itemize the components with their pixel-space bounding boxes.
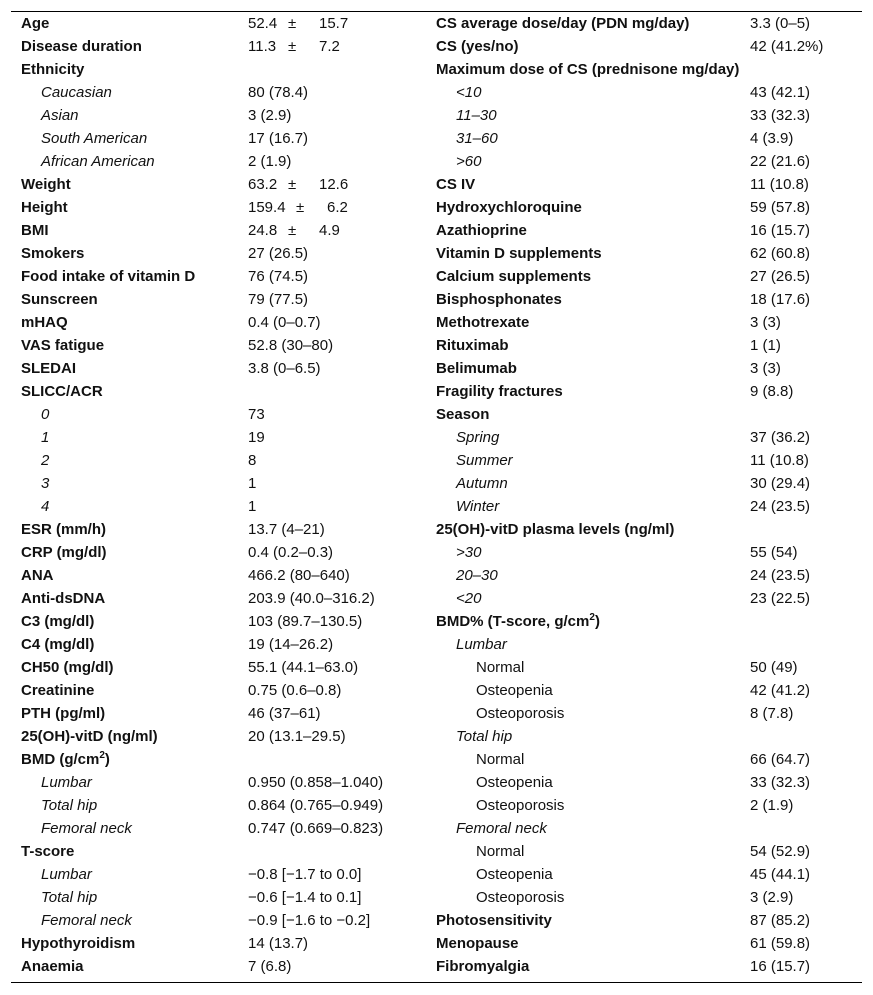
row-label: 3 <box>41 475 50 492</box>
row-value: 11 (10.8) <box>750 452 809 469</box>
row-label: Autumn <box>456 475 508 492</box>
row-label: Season <box>436 406 490 423</box>
table-row <box>11 955 862 978</box>
row-label: Femoral neck <box>41 820 132 837</box>
row-value: 54 (52.9) <box>750 843 811 860</box>
row-value: 33 (32.3) <box>750 774 811 791</box>
row-label: Fragility fractures <box>436 383 563 400</box>
table-row <box>11 817 862 840</box>
row-value: 73 <box>248 406 265 423</box>
plus-minus-sign: ± <box>288 38 297 55</box>
row-sd: 4.9 <box>319 222 340 239</box>
table-row <box>11 932 862 955</box>
row-label: Azathioprine <box>436 222 527 239</box>
row-value: 103 (89.7–130.5) <box>248 613 363 630</box>
table-row <box>11 173 862 196</box>
row-value: 59 (57.8) <box>750 199 811 216</box>
row-value: 42 (41.2%) <box>750 38 824 55</box>
table-row <box>11 403 862 426</box>
row-value: 19 (14–26.2) <box>248 636 334 653</box>
row-value: 8 <box>248 452 257 469</box>
row-label: Ethnicity <box>21 61 85 78</box>
row-value: 87 (85.2) <box>750 912 811 929</box>
row-label: Menopause <box>436 935 519 952</box>
row-label: Methotrexate <box>436 314 530 331</box>
row-value: 13.7 (4–21) <box>248 521 325 538</box>
row-value: 3.8 (0–6.5) <box>248 360 321 377</box>
table-row <box>11 495 862 518</box>
row-label: BMD $(g/cm^2)$ <box>21 750 110 768</box>
row-label: Osteoporosis <box>476 889 565 906</box>
row-value: 22 (21.6) <box>750 153 811 170</box>
row-label: Total hip <box>456 728 513 745</box>
table-row <box>11 863 862 886</box>
row-label: Hypothyroidism <box>21 935 136 952</box>
row-label: Osteopenia <box>476 682 553 699</box>
row-label: SLEDAI <box>21 360 77 377</box>
row-label: 4 <box>41 498 50 515</box>
row-label: South American <box>41 130 148 147</box>
row-sd: 6.2 <box>327 199 348 216</box>
plus-minus-sign: ± <box>288 15 297 32</box>
row-label: 1 <box>41 429 50 446</box>
row-value: 27 (26.5) <box>750 268 811 285</box>
row-value: 1 (1) <box>750 337 781 354</box>
row-label: C3 (mg/dl) <box>21 613 95 630</box>
row-label: 25(OH)-vitD (ng/ml) <box>21 728 158 745</box>
row-label: BMD% (T-score, $g/cm^2$) <box>436 612 600 630</box>
row-label: Asian <box>41 107 79 124</box>
row-label: 0 <box>41 406 50 423</box>
row-value: 0.75 (0.6–0.8) <box>248 682 342 699</box>
table-row <box>11 909 862 932</box>
row-value: 16 (15.7) <box>750 958 811 975</box>
row-label: ESR (mm/h) <box>21 521 107 538</box>
row-value: 18 (17.6) <box>750 291 811 308</box>
table-row <box>11 380 862 403</box>
row-label: Caucasian <box>41 84 112 101</box>
row-label: CS IV <box>436 176 476 193</box>
row-value: 1 <box>248 498 257 515</box>
row-value: 11 (10.8) <box>750 176 809 193</box>
row-label: Femoral neck <box>456 820 547 837</box>
row-value: 203.9 (40.0–316.2) <box>248 590 375 607</box>
table-row <box>11 748 862 771</box>
row-label: >30 <box>456 544 482 561</box>
row-value: 17 (16.7) <box>248 130 309 147</box>
row-label: Femoral neck <box>41 912 132 929</box>
row-label: Hydroxychloroquine <box>436 199 582 216</box>
row-label: CS average dose/day (PDN mg/day) <box>436 15 690 32</box>
row-label: Anti-dsDNA <box>21 590 106 607</box>
table-row <box>11 472 862 495</box>
row-value: 46 (37–61) <box>248 705 321 722</box>
row-label: CH50 (mg/dl) <box>21 659 114 676</box>
row-label: 11–30 <box>456 107 497 124</box>
row-value: 80 (78.4) <box>248 84 309 101</box>
row-label: Lumbar <box>41 774 92 791</box>
row-value: 0.747 (0.669–0.823) <box>248 820 384 837</box>
row-label: Photosensitivity <box>436 912 552 929</box>
row-value: 24 (23.5) <box>750 498 811 515</box>
row-label: Total hip <box>41 797 98 814</box>
row-value: 42 (41.2) <box>750 682 811 699</box>
row-sd: 12.6 <box>319 176 349 193</box>
row-label: Lumbar <box>41 866 92 883</box>
row-label: T-score <box>21 843 75 860</box>
row-label: Winter <box>456 498 500 515</box>
row-label: Summer <box>456 452 513 469</box>
row-label: VAS fatigue <box>21 337 105 354</box>
row-value: 52.4 <box>248 15 278 32</box>
row-label: Vitamin D supplements <box>436 245 602 262</box>
row-value: 2 (1.9) <box>248 153 292 170</box>
row-value: 0.950 (0.858–1.040) <box>248 774 384 791</box>
row-label: Smokers <box>21 245 85 262</box>
row-value: 19 <box>248 429 265 446</box>
row-value: 8 (7.8) <box>750 705 794 722</box>
row-value: 43 (42.1) <box>750 84 811 101</box>
row-value: 20 (13.1–29.5) <box>248 728 346 745</box>
row-label: SLICC/ACR <box>21 383 103 400</box>
row-label: Normal <box>476 751 525 768</box>
table-row <box>11 12 862 35</box>
table-row <box>11 564 862 587</box>
row-value: −0.8 [−1.7 to 0.0] <box>248 866 362 883</box>
row-value: 16 (15.7) <box>750 222 811 239</box>
row-label: Bisphosphonates <box>436 291 562 308</box>
row-value: 3.3 (0–5) <box>750 15 811 32</box>
row-label: <20 <box>456 590 482 607</box>
row-label: Anaemia <box>21 958 84 975</box>
table-row <box>11 35 862 58</box>
row-value: 24.8 <box>248 222 278 239</box>
table-row <box>11 725 862 748</box>
row-label: ANA <box>21 567 54 584</box>
row-sd: 15.7 <box>319 15 349 32</box>
row-value: 63.2 <box>248 176 278 193</box>
plus-minus-sign: ± <box>296 199 305 216</box>
row-label: Total hip <box>41 889 98 906</box>
row-label: Calcium supplements <box>436 268 592 285</box>
plus-minus-sign: ± <box>288 176 297 193</box>
row-value: 7 (6.8) <box>248 958 292 975</box>
row-value: 66 (64.7) <box>750 751 811 768</box>
row-label: <10 <box>456 84 482 101</box>
row-value: 30 (29.4) <box>750 475 811 492</box>
table-row <box>11 840 862 863</box>
row-label: Normal <box>476 843 525 860</box>
row-value: 11.3 <box>248 38 277 55</box>
row-value: −0.9 [−1.6 to −0.2] <box>248 912 371 929</box>
row-value: 76 (74.5) <box>248 268 309 285</box>
row-label: BMI <box>21 222 49 239</box>
row-value: 62 (60.8) <box>750 245 811 262</box>
row-label: Disease duration <box>21 38 142 55</box>
row-value: 61 (59.8) <box>750 935 811 952</box>
row-value: 0.864 (0.765–0.949) <box>248 797 384 814</box>
table-row <box>11 150 862 173</box>
row-label: Sunscreen <box>21 291 98 308</box>
row-value: 45 (44.1) <box>750 866 811 883</box>
row-label: Belimumab <box>436 360 517 377</box>
table-row <box>11 610 862 633</box>
row-label: Age <box>21 15 50 32</box>
row-value: 0.4 (0.2–0.3) <box>248 544 334 561</box>
row-label: 20–30 <box>456 567 498 584</box>
row-value: 37 (36.2) <box>750 429 811 446</box>
row-value: 4 (3.9) <box>750 130 794 147</box>
table-row <box>11 449 862 472</box>
row-value: 14 (13.7) <box>248 935 309 952</box>
table-row <box>11 265 862 288</box>
table-row <box>11 196 862 219</box>
table-row <box>11 311 862 334</box>
row-value: 3 (3) <box>750 314 781 331</box>
table-row <box>11 58 862 81</box>
row-label: CS (yes/no) <box>436 38 519 55</box>
row-label: 25(OH)-vitD plasma levels (ng/ml) <box>436 521 675 538</box>
row-label: PTH (pg/ml) <box>21 705 106 722</box>
row-label: C4 (mg/dl) <box>21 636 95 653</box>
table-row <box>11 288 862 311</box>
row-value: 3 (3) <box>750 360 781 377</box>
row-label: Osteopenia <box>476 866 553 883</box>
row-label: Osteoporosis <box>476 705 565 722</box>
row-label: mHAQ <box>21 314 68 331</box>
row-label: Fibromyalgia <box>436 958 530 975</box>
row-label: Food intake of vitamin D <box>21 268 196 285</box>
row-value: 79 (77.5) <box>248 291 309 308</box>
patient-characteristics-table <box>11 11 862 983</box>
row-label: CRP (mg/dl) <box>21 544 107 561</box>
table-row <box>11 656 862 679</box>
row-label: Weight <box>21 176 71 193</box>
row-label: 31–60 <box>456 130 498 147</box>
table-row <box>11 794 862 817</box>
row-value: 3 (2.9) <box>248 107 292 124</box>
table-row <box>11 334 862 357</box>
row-label: Maximum dose of CS (prednisone mg/day) <box>436 61 740 78</box>
table-row <box>11 426 862 449</box>
table-row <box>11 357 862 380</box>
row-value: 50 (49) <box>750 659 798 676</box>
table-row <box>11 81 862 104</box>
table-row <box>11 771 862 794</box>
table-row <box>11 886 862 909</box>
plus-minus-sign: ± <box>288 222 297 239</box>
row-value: 9 (8.8) <box>750 383 794 400</box>
row-label: >60 <box>456 153 482 170</box>
row-value: 55 (54) <box>750 544 798 561</box>
row-label: African American <box>41 153 155 170</box>
row-label: Height <box>21 199 68 216</box>
table-row <box>11 541 862 564</box>
table-row <box>11 518 862 541</box>
row-sd: 7.2 <box>319 38 340 55</box>
row-value: 52.8 (30–80) <box>248 337 334 354</box>
row-value: 33 (32.3) <box>750 107 811 124</box>
row-label: Normal <box>476 659 525 676</box>
row-label: Creatinine <box>21 682 95 699</box>
row-value: −0.6 [−1.4 to 0.1] <box>248 889 362 906</box>
row-value: 3 (2.9) <box>750 889 794 906</box>
table-row <box>11 679 862 702</box>
row-label: 2 <box>41 452 50 469</box>
table-row <box>11 242 862 265</box>
row-label: Osteopenia <box>476 774 553 791</box>
row-value: 23 (22.5) <box>750 590 811 607</box>
row-value: 1 <box>248 475 257 492</box>
table-row <box>11 219 862 242</box>
row-value: 27 (26.5) <box>248 245 309 262</box>
row-label: Osteoporosis <box>476 797 565 814</box>
row-value: 55.1 (44.1–63.0) <box>248 659 359 676</box>
row-value: 24 (23.5) <box>750 567 811 584</box>
row-label: Spring <box>456 429 500 446</box>
row-value: 0.4 (0–0.7) <box>248 314 321 331</box>
row-label: Rituximab <box>436 337 509 354</box>
table-row <box>11 702 862 725</box>
table-row <box>11 587 862 610</box>
row-value: 2 (1.9) <box>750 797 794 814</box>
row-value: 466.2 (80–640) <box>248 567 350 584</box>
row-label: Lumbar <box>456 636 507 653</box>
table-row <box>11 127 862 150</box>
table-row <box>11 633 862 656</box>
table-row <box>11 104 862 127</box>
row-value: 159.4 <box>248 199 286 216</box>
